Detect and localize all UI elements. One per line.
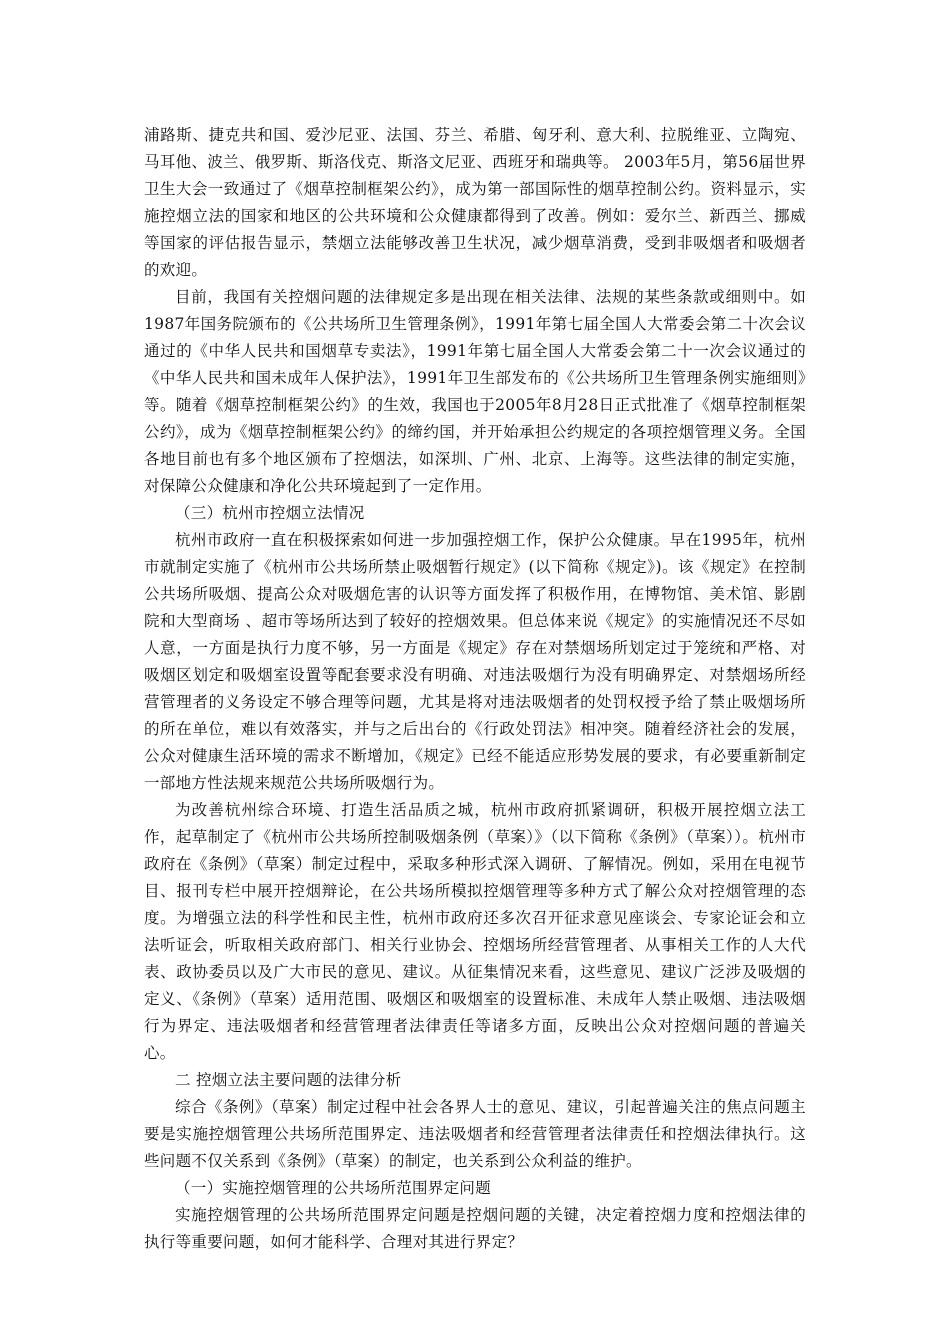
paragraph-intro-continued: 浦路斯、捷克共和国、爱沙尼亚、法国、芬兰、希腊、匈牙利、意大利、拉脱维亚、立陶宛、马耳他、波兰、俄罗斯、斯洛伐克、斯洛文尼亚、西班牙和瑞典等。 2003年5月，第56届世界卫生大会一致通过了《烟草控制框架公约》，成为第一部国际性的烟草控制公约。资料显示，实施控烟立法的国家和地区的公共环境和公众健康都得到了改善。例如：爱尔兰、新西兰、挪威等国家的评估报告显示，禁烟立法能够改善卫生状况，减少烟草消费，受到非吸烟者和吸烟者的欢迎。 — [144, 126, 806, 279]
paragraph-scope-question: 实施控烟管理的公共场所范围界定问题是控烟问题的关键，决定着控烟力度和控烟法律的执行等重要问题，如何才能科学、合理对其进行界定？ — [144, 1206, 806, 1251]
paragraph-hangzhou-history: 杭州市政府一直在积极探索如何进一步加强控烟工作，保护公众健康。早在1995年，杭州市就制定实施了《杭州市公共场所禁止吸烟暂行规定》(以下简称《规定》)。该《规定》在控制公共场所吸烟、提高公众对吸烟危害的认识等方面发挥了积极作用，在博物馆、美术馆、影剧院和大型商场 、超市等场所达到了较好的控烟效果。但总体来说《规定》的实施情况还不尽如人意，一方面是执行力度不够，另一方面是《规定》存在对禁烟场所划定过于笼统和严格、对吸烟区划定和吸烟室设置等配套要求没有明确、对违法吸烟行为没有明确界定、对禁烟场所经营管理者的义务设定不够合理等问题，尤其是将对违法吸烟者的处罚权授予给了禁止吸烟场所的所在单位，难以有效落实，并与之后出台的《行政处罚法》相冲突。随着经济社会的发展，公众对健康生活环境的需求不断增加，《规定》已经不能适应形势发展的要求，有必要重新制定一部地方性法规来规范公共场所吸烟行为。 — [144, 531, 806, 792]
document-page — [144, 122, 806, 1256]
section-heading-hangzhou-legislation: （三）杭州市控烟立法情况 — [175, 504, 365, 522]
paragraph-domestic-laws: 目前，我国有关控烟问题的法律规定多是出现在相关法律、法规的某些条款或细则中。如1987年国务院颁布的《公共场所卫生管理条例》，1991年第七届全国人大常委会第二十次会议通过的《中华人民共和国烟草专卖法》，1991年第七届全国人大常委会第二十一次会议通过的《中华人民共和国未成年人保护法》，1991年卫生部发布的《公共场所卫生管理条例实施细则》等。随着《烟草控制框架公约》的生效，我国也于2005年8月28日正式批准了《烟草控制框架公约》，成为《烟草控制框架公约》的缔约国，并开始承担公约规定的各项控烟管理义务。全国各地目前也有多个地区颁布了控烟法，如深圳、广州、北京、上海等。这些法律的制定实施，对保障公众健康和净化公共环境起到了一定作用。 — [144, 288, 806, 495]
paragraph-focus-issues: 综合《条例》（草案）制定过程中社会各界人士的意见、建议，引起普遍关注的焦点问题主要是实施控烟管理公共场所范围界定、违法吸烟者和经营管理者法律责任和控烟法律执行。这些问题不仅关系到《条例》（草案）的制定，也关系到公众利益的维护。 — [144, 1098, 806, 1170]
section-heading-legal-analysis: 二 控烟立法主要问题的法律分析 — [175, 1071, 402, 1089]
paragraph-hangzhou-draft: 为改善杭州综合环境、打造生活品质之城，杭州市政府抓紧调研，积极开展控烟立法工作，起草制定了《杭州市公共场所控制吸烟条例（草案）》（以下简称《条例》（草案））。杭州市政府在《条例》（草案）制定过程中，采取多种形式深入调研、了解情况。例如，采用在电视节目、报刊专栏中展开控烟辩论，在公共场所模拟控烟管理等多种方式了解公众对控烟管理的态度。为增强立法的科学性和民主性，杭州市政府还多次召开征求意见座谈会、专家论证会和立法听证会，听取相关政府部门、相关行业协会、控烟场所经营管理者、从事相关工作的人大代表、政协委员以及广大市民的意见、建议。从征集情况来看，这些意见、建议广泛涉及吸烟的定义、《条例》（草案）适用范围、吸烟区和吸烟室的设置标准、未成年人禁止吸烟、违法吸烟行为界定、违法吸烟者和经营管理者法律责任等诸多方面，反映出公众对控烟问题的普遍关心。 — [144, 801, 806, 1062]
section-heading-public-place-scope: （一）实施控烟管理的公共场所范围界定问题 — [175, 1179, 492, 1197]
